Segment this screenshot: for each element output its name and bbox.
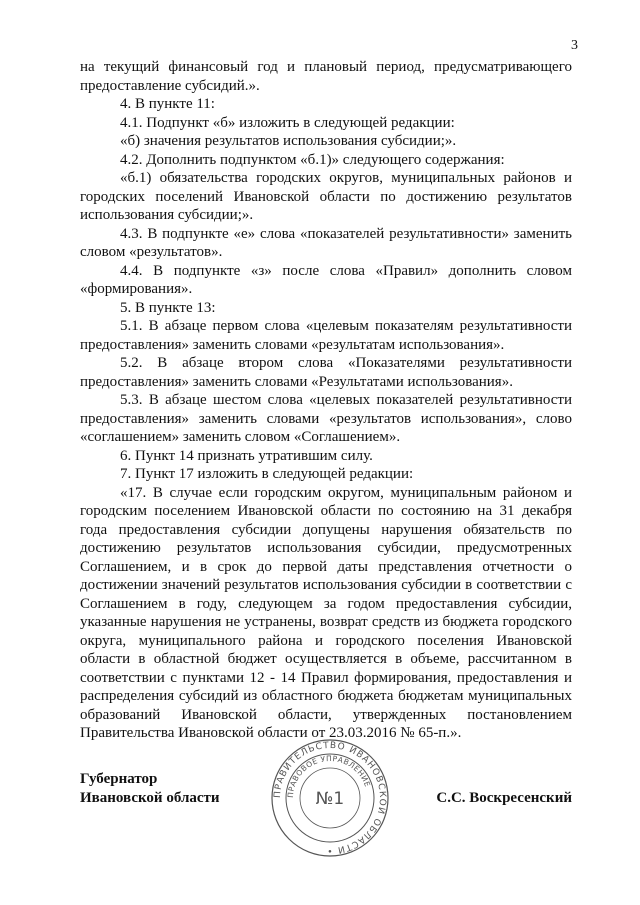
document-body [80, 58, 572, 743]
paragraph-item-7: 7. Пункт 17 изложить в следующей редакции: [120, 466, 414, 482]
paragraph-continuation: на текущий финансовый год и плановый период, предусматривающего предоставление субсидий.». [80, 59, 572, 94]
paragraph-item-4-1: 4.1. Подпункт «б» изложить в следующей редакции: [120, 114, 455, 131]
paragraph-item-4-2-text: «б.1) обязательства городских округов, муниципальных районов и городских поселений Ивановской области по достижению результатов использования субсидии;». [80, 170, 572, 223]
page-number: 3 [571, 38, 578, 53]
paragraph-item-5-2: 5.2. В абзаце втором слова «Показателями результативности предоставления» заменить словами «Результатами использования». [80, 355, 572, 390]
signatory-title-line2: Ивановской области [80, 790, 220, 806]
signatory-title-line1: Губернатор [80, 771, 158, 787]
paragraph-item-4-3: 4.3. В подпункте «е» слова «показателей результативности» заменить словом «результатов». [80, 225, 572, 260]
paragraph-item-5-3: 5.3. В абзаце шестом слова «целевых показателей результативности предоставления» заменить словами «результатов использования», слово «соглашением» заменить словом «Соглашением». [80, 392, 572, 445]
official-seal-stamp [270, 738, 390, 858]
paragraph-item-5-1: 5.1. В абзаце первом слова «целевым показателям результативности предоставления» заменить словами «результатам использования». [80, 318, 572, 353]
paragraph-item-4-4: 4.4. В подпункте «з» после слова «Правил» дополнить словом «формирования». [80, 262, 572, 297]
paragraph-item-4-2: 4.2. Дополнить подпунктом «б.1)» следующего содержания: [120, 151, 505, 168]
paragraph-item-4: 4. В пункте 11: [120, 96, 215, 112]
seal-ring-text-path: ПРАВИТЕЛЬСТВО ИВАНОВСКОЙ ОБЛАСТИ • [272, 740, 388, 856]
signatory-title [80, 770, 220, 808]
paragraph-item-7-text: «17. В случае если городским округом, муниципальным районом и городским поселением Ивановской области по состоянию на 31 декабря года предоставления субсидии допущены нарушения обязательств по достижению результатов использования субсидии, предусмотренных Соглашением, и в срок до первой даты представления отчетности о достижении значений результатов использования субсидии в соответствии с Соглашением в году, следующем за годом предоставления субсидии, указанные нарушения не устранены, возврат средств из бюджета городского округа, муниципального района и городского поселения Ивановской области в областной бюджет осуществляется в объеме, рассчитанном в соответствии с пунктами 12 - 14 Правил формирования, предоставления и распределения субсидий из областного бюджета бюджетам муниципальных образований Ивановской области, утвержденных постановлением Правительства Ивановской области от 23.03.2016 № 65-п.». [80, 484, 572, 741]
seal-center-number: №1 [315, 789, 345, 809]
paragraph-item-5: 5. В пункте 13: [120, 299, 216, 316]
signatory-name: С.С. Воскресенский [436, 790, 572, 806]
paragraph-item-4-1-text: «б) значения результатов использования субсидии;». [120, 133, 457, 149]
seal-inner-ring-text-path: ПРАВОВОЕ УПРАВЛЕНИЕ [285, 753, 373, 799]
paragraph-item-6: 6. Пункт 14 признать утратившим силу. [120, 447, 373, 464]
